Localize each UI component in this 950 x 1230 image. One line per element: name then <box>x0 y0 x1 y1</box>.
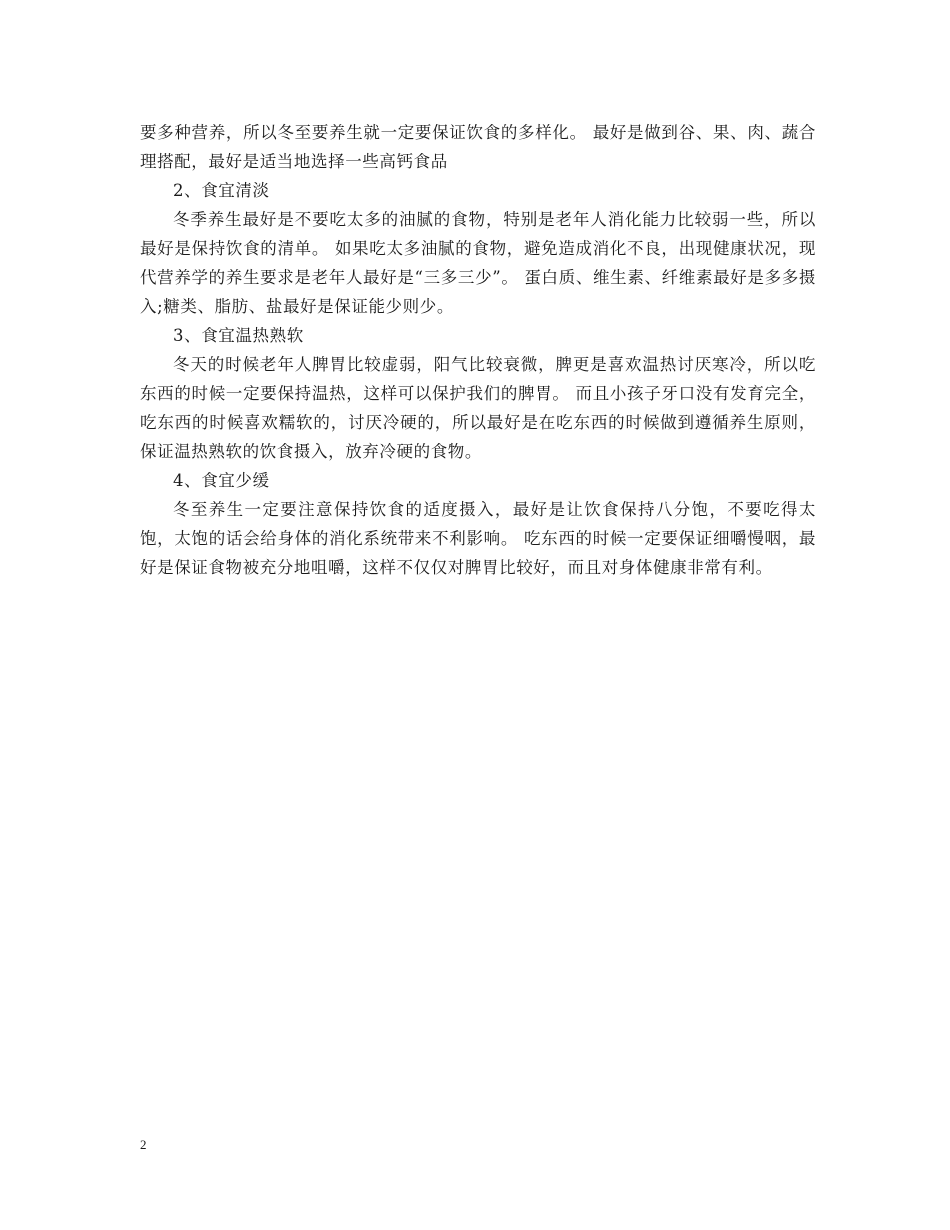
section-heading-3: 3、食宜温热熟软 <box>173 326 304 345</box>
page-number: 2 <box>140 1137 147 1152</box>
paragraph-warm-soft-food: 冬天的时候老年人脾胃比较虚弱，阳气比较衰微，脾更是喜欢温热讨厌寒冷，所以吃东西的时候一定要保持温热，这样可以保护我们的脾胃。 而且小孩子牙口没有发育完全，吃东西的时候喜欢糯软的，讨厌冷硬的，所以最好是在吃东西的时候做到遵循养生原则，保证温热熟软的饮食摄入，放弃冷硬的食物。 <box>140 355 816 461</box>
section-heading-2: 2、食宜清淡 <box>173 181 270 200</box>
paragraph-light-diet: 冬季养生最好是不要吃太多的油腻的食物，特别是老年人消化能力比较弱一些，所以最好是保持饮食的清单。 如果吃太多油腻的食物，避免造成消化不良，出现健康状况，现代营养学的养生要求是老年人最好是“三多三少”。 蛋白质、维生素、纤维素最好是多多摄入;糖类、脂肪、盐最好是保证能少则少。 <box>140 210 816 316</box>
document-body <box>140 118 816 582</box>
section-heading-4: 4、食宜少缓 <box>173 471 270 490</box>
paragraph-intro: 要多种营养，所以冬至要养生就一定要保证饮食的多样化。 最好是做到谷、果、肉、蔬合理搭配，最好是适当地选择一些高钙食品 <box>140 123 816 171</box>
paragraph-eat-less-slowly: 冬至养生一定要注意保持饮食的适度摄入，最好是让饮食保持八分饱，不要吃得太饱，太饱的话会给身体的消化系统带来不利影响。 吃东西的时候一定要保证细嚼慢咽，最好是保证食物被充分地咀嚼，这样不仅仅对脾胃比较好，而且对身体健康非常有利。 <box>140 500 816 577</box>
